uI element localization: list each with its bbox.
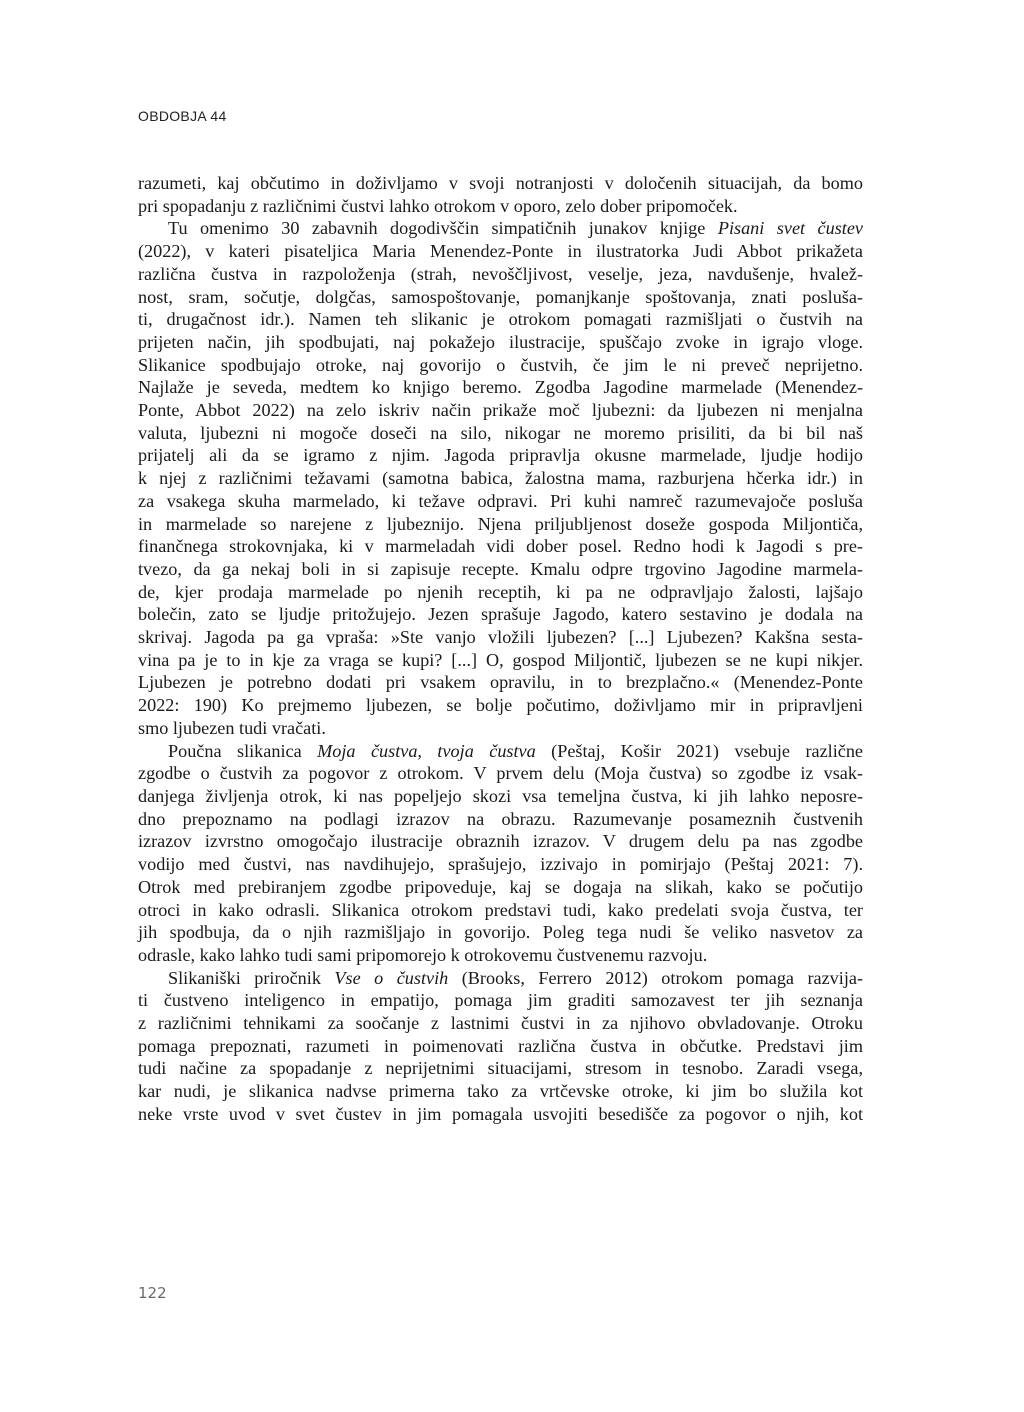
- text-run: k njej z različnimi težavami (samotna babica, žalostna mama, razburjena hčerka idr.) in: [138, 468, 863, 489]
- text-run: vodijo med čustvi, nas navdihujejo, sprašujejo, izzivajo in pomirjajo (Peštaj 2021: 7).: [138, 854, 863, 875]
- text-run: tvezo, da ga nekaj boli in si zapisuje recepte. Kmalu odpre trgovino Jagodine marmela-: [138, 558, 863, 579]
- text-line: [138, 331, 863, 354]
- text-line: [138, 172, 863, 195]
- text-line: [138, 989, 863, 1012]
- text-line: [138, 921, 863, 944]
- text-line: [138, 308, 863, 331]
- text-line: [138, 558, 863, 581]
- text-line: [138, 376, 863, 399]
- text-line: [138, 490, 863, 513]
- text-run: in marmelade so narejene z ljubeznijo. Njena priljubljenost doseže gospoda Miljontiča,: [138, 513, 863, 534]
- text-run: Slikanice spodbujajo otroke, naj govorijo o čustvih, če jim le ni preveč neprijetno.: [138, 354, 863, 375]
- paragraph: [138, 172, 863, 217]
- text-run: izrazov izvrstno omogočajo ilustracije obraznih izrazov. V drugem delu pa nas zgodbe: [138, 831, 863, 852]
- text-line: [138, 603, 863, 626]
- text-run: Ljubezen je potrebno dodati pri vsakem opravilu, in to brezplačno.« (Menendez-Ponte: [138, 672, 863, 693]
- book-title: Vse o čustvih: [334, 967, 449, 988]
- text-run: Tu omenimo 30 zabavnih dogodivščin simpatičnih junakov knjige: [168, 218, 718, 239]
- text-line: [138, 1012, 863, 1035]
- text-line: [138, 217, 863, 240]
- paragraph: [138, 740, 863, 967]
- text-run: razumeti, kaj občutimo in doživljamo v svoji notranjosti v določenih situacijah, da bomo: [138, 173, 863, 193]
- text-line: [138, 967, 863, 990]
- text-line: [138, 1103, 863, 1126]
- text-run: Slikaniški priročnik: [168, 967, 335, 988]
- text-run: (Brooks, Ferrero 2012) otrokom pomaga razvija-: [448, 967, 863, 988]
- text-run: Ponte, Abbot 2022) na zelo iskriv način prikaže moč ljubezni: da ljubezen ni menjalna: [138, 400, 863, 421]
- text-run: otroci in kako odrasli. Slikanica otrokom predstavi tudi, kako predelati svoja čustva, ter: [138, 899, 863, 920]
- text-line: [138, 717, 863, 740]
- text-run: ti čustveno inteligenco in empatijo, pomaga jim graditi samozavest ter jih seznanja: [138, 990, 863, 1011]
- text-run: prijatelj ali da se igramo z njim. Jagoda pripravlja okusne marmelade, ljudje hodijo: [138, 445, 863, 466]
- text-run: (2022), v kateri pisateljica Maria Menendez-Ponte in ilustratorka Judi Abbot prikažeta: [138, 241, 863, 262]
- text-line: [138, 671, 863, 694]
- text-run: (Peštaj, Košir 2021) vsebuje različne: [535, 740, 864, 761]
- text-run: de, kjer prodaja marmelade po njenih receptih, ki pa ne odpravljajo žalosti, lajšajo: [138, 581, 863, 602]
- page-number: 122: [138, 1284, 167, 1302]
- text-line: [138, 444, 863, 467]
- text-line: [138, 1080, 863, 1103]
- text-line: [138, 535, 863, 558]
- text-run: ti, drugačnost idr.). Namen teh slikanic je otrokom pomagati razmišljati o čustvih na: [138, 309, 863, 330]
- text-run: Poučna slikanica: [168, 740, 318, 761]
- text-line: [138, 740, 863, 763]
- text-run: pri spopadanju z različnimi čustvi lahko otrokom v oporo, zelo dober pripomoček.: [138, 195, 738, 216]
- text-line: [138, 263, 863, 286]
- text-line: [138, 467, 863, 490]
- book-title: Moja čustva, tvoja čustva: [317, 740, 536, 761]
- book-title: Pisani svet čustev: [717, 218, 863, 239]
- text-run: vina pa je to in kje za vraga se kupi? [...] O, gospod Miljontič, ljubezen se ne kupi nikjer.: [138, 649, 863, 670]
- text-run: nost, sram, sočutje, dolgčas, samospoštovanje, pomanjkanje spoštovanja, znati posluša-: [138, 286, 863, 307]
- text-line: [138, 899, 863, 922]
- text-run: tudi načine za spopadanje z neprijetnimi situacijami, stresom in tesnobo. Zaradi vsega,: [138, 1058, 863, 1079]
- text-line: [138, 354, 863, 377]
- running-head: OBDOBJA 44: [138, 108, 227, 124]
- paragraph: [138, 217, 863, 739]
- text-line: [138, 1035, 863, 1058]
- text-run: valuta, ljubezni ni mogoče doseči na silo, nikogar ne moremo prisiliti, da bi bil naš: [138, 422, 863, 443]
- paragraph: [138, 967, 863, 1126]
- text-run: različna čustva in razpoloženja (strah, nevoščljivost, veselje, jeza, navdušenje, hvalež-: [138, 263, 863, 284]
- text-line: [138, 694, 863, 717]
- text-run: dno prepoznamo na podlagi izrazov na obrazu. Razumevanje posameznih čustvenih: [138, 808, 863, 829]
- text-run: finančnega strokovnjaka, ki v marmeladah vidi dober posel. Redno hodi k Jagodi s pre-: [138, 536, 863, 557]
- text-line: [138, 944, 863, 967]
- text-run: skrivaj. Jagoda pa ga vpraša: »Ste vanjo vložili ljubezen? [...] Ljubezen? Kakšna sesta-: [138, 627, 863, 648]
- text-line: [138, 286, 863, 309]
- text-run: odrasle, kako lahko tudi sami pripomorejo k otrokovemu čustvenemu razvoju.: [138, 944, 708, 965]
- text-line: [138, 422, 863, 445]
- text-run: kar nudi, je slikanica nadvse primerna tako za vrtčevske otroke, ki jim bo služila kot: [138, 1081, 863, 1102]
- text-run: pomaga prepoznati, razumeti in poimenovati različna čustva in občutke. Predstavi jim: [138, 1035, 863, 1056]
- text-run: neke vrste uvod v svet čustev in jim pomagala usvojiti besedišče za pogovor o njih, kot: [138, 1103, 863, 1124]
- text-run: za vsakega skuha marmelado, ki težave odpravi. Pri kuhi namreč razumevajoče posluša: [138, 490, 863, 511]
- text-line: [138, 240, 863, 263]
- text-line: [138, 195, 863, 218]
- text-line: [138, 876, 863, 899]
- text-line: [138, 830, 863, 853]
- text-line: [138, 853, 863, 876]
- body-text: [138, 172, 863, 1126]
- text-line: [138, 785, 863, 808]
- text-run: Najlaže je seveda, medtem ko knjigo beremo. Zgodba Jagodine marmelade (Menendez-: [138, 377, 863, 398]
- text-run: jih spodbuja, da o njih razmišljajo in govorijo. Poleg tega nudi še veliko nasvetov za: [138, 922, 863, 943]
- text-line: [138, 513, 863, 536]
- text-line: [138, 399, 863, 422]
- text-line: [138, 1057, 863, 1080]
- text-line: [138, 581, 863, 604]
- text-run: smo ljubezen tudi vračati.: [138, 717, 326, 738]
- text-run: Otrok med prebiranjem zgodbe pripoveduje, kaj se dogaja na slikah, kako se počutijo: [138, 876, 863, 897]
- text-run: bolečin, zato se ljudje pritožujejo. Jezen sprašuje Jagodo, katero sestavino je dodala na: [138, 604, 863, 625]
- text-run: danjega življenja otrok, ki nas popeljejo skozi vsa temeljna čustva, ki jih lahko neposre-: [138, 785, 863, 806]
- text-run: zgodbe o čustvih za pogovor z otrokom. V prvem delu (Moja čustva) so zgodbe iz vsak-: [138, 763, 863, 784]
- text-line: [138, 762, 863, 785]
- text-line: [138, 626, 863, 649]
- text-line: [138, 808, 863, 831]
- text-run: prijeten način, jih spodbujati, naj pokažejo ilustracije, spuščajo zvoke in igrajo vloge.: [138, 331, 863, 352]
- text-line: [138, 649, 863, 672]
- text-run: z različnimi tehnikami za soočanje z lastnimi čustvi in za njihovo obvladovanje. Otroku: [138, 1013, 863, 1034]
- text-run: 2022: 190) Ko prejmemo ljubezen, se bolje počutimo, doživljamo mir in pripravljeni: [138, 695, 863, 716]
